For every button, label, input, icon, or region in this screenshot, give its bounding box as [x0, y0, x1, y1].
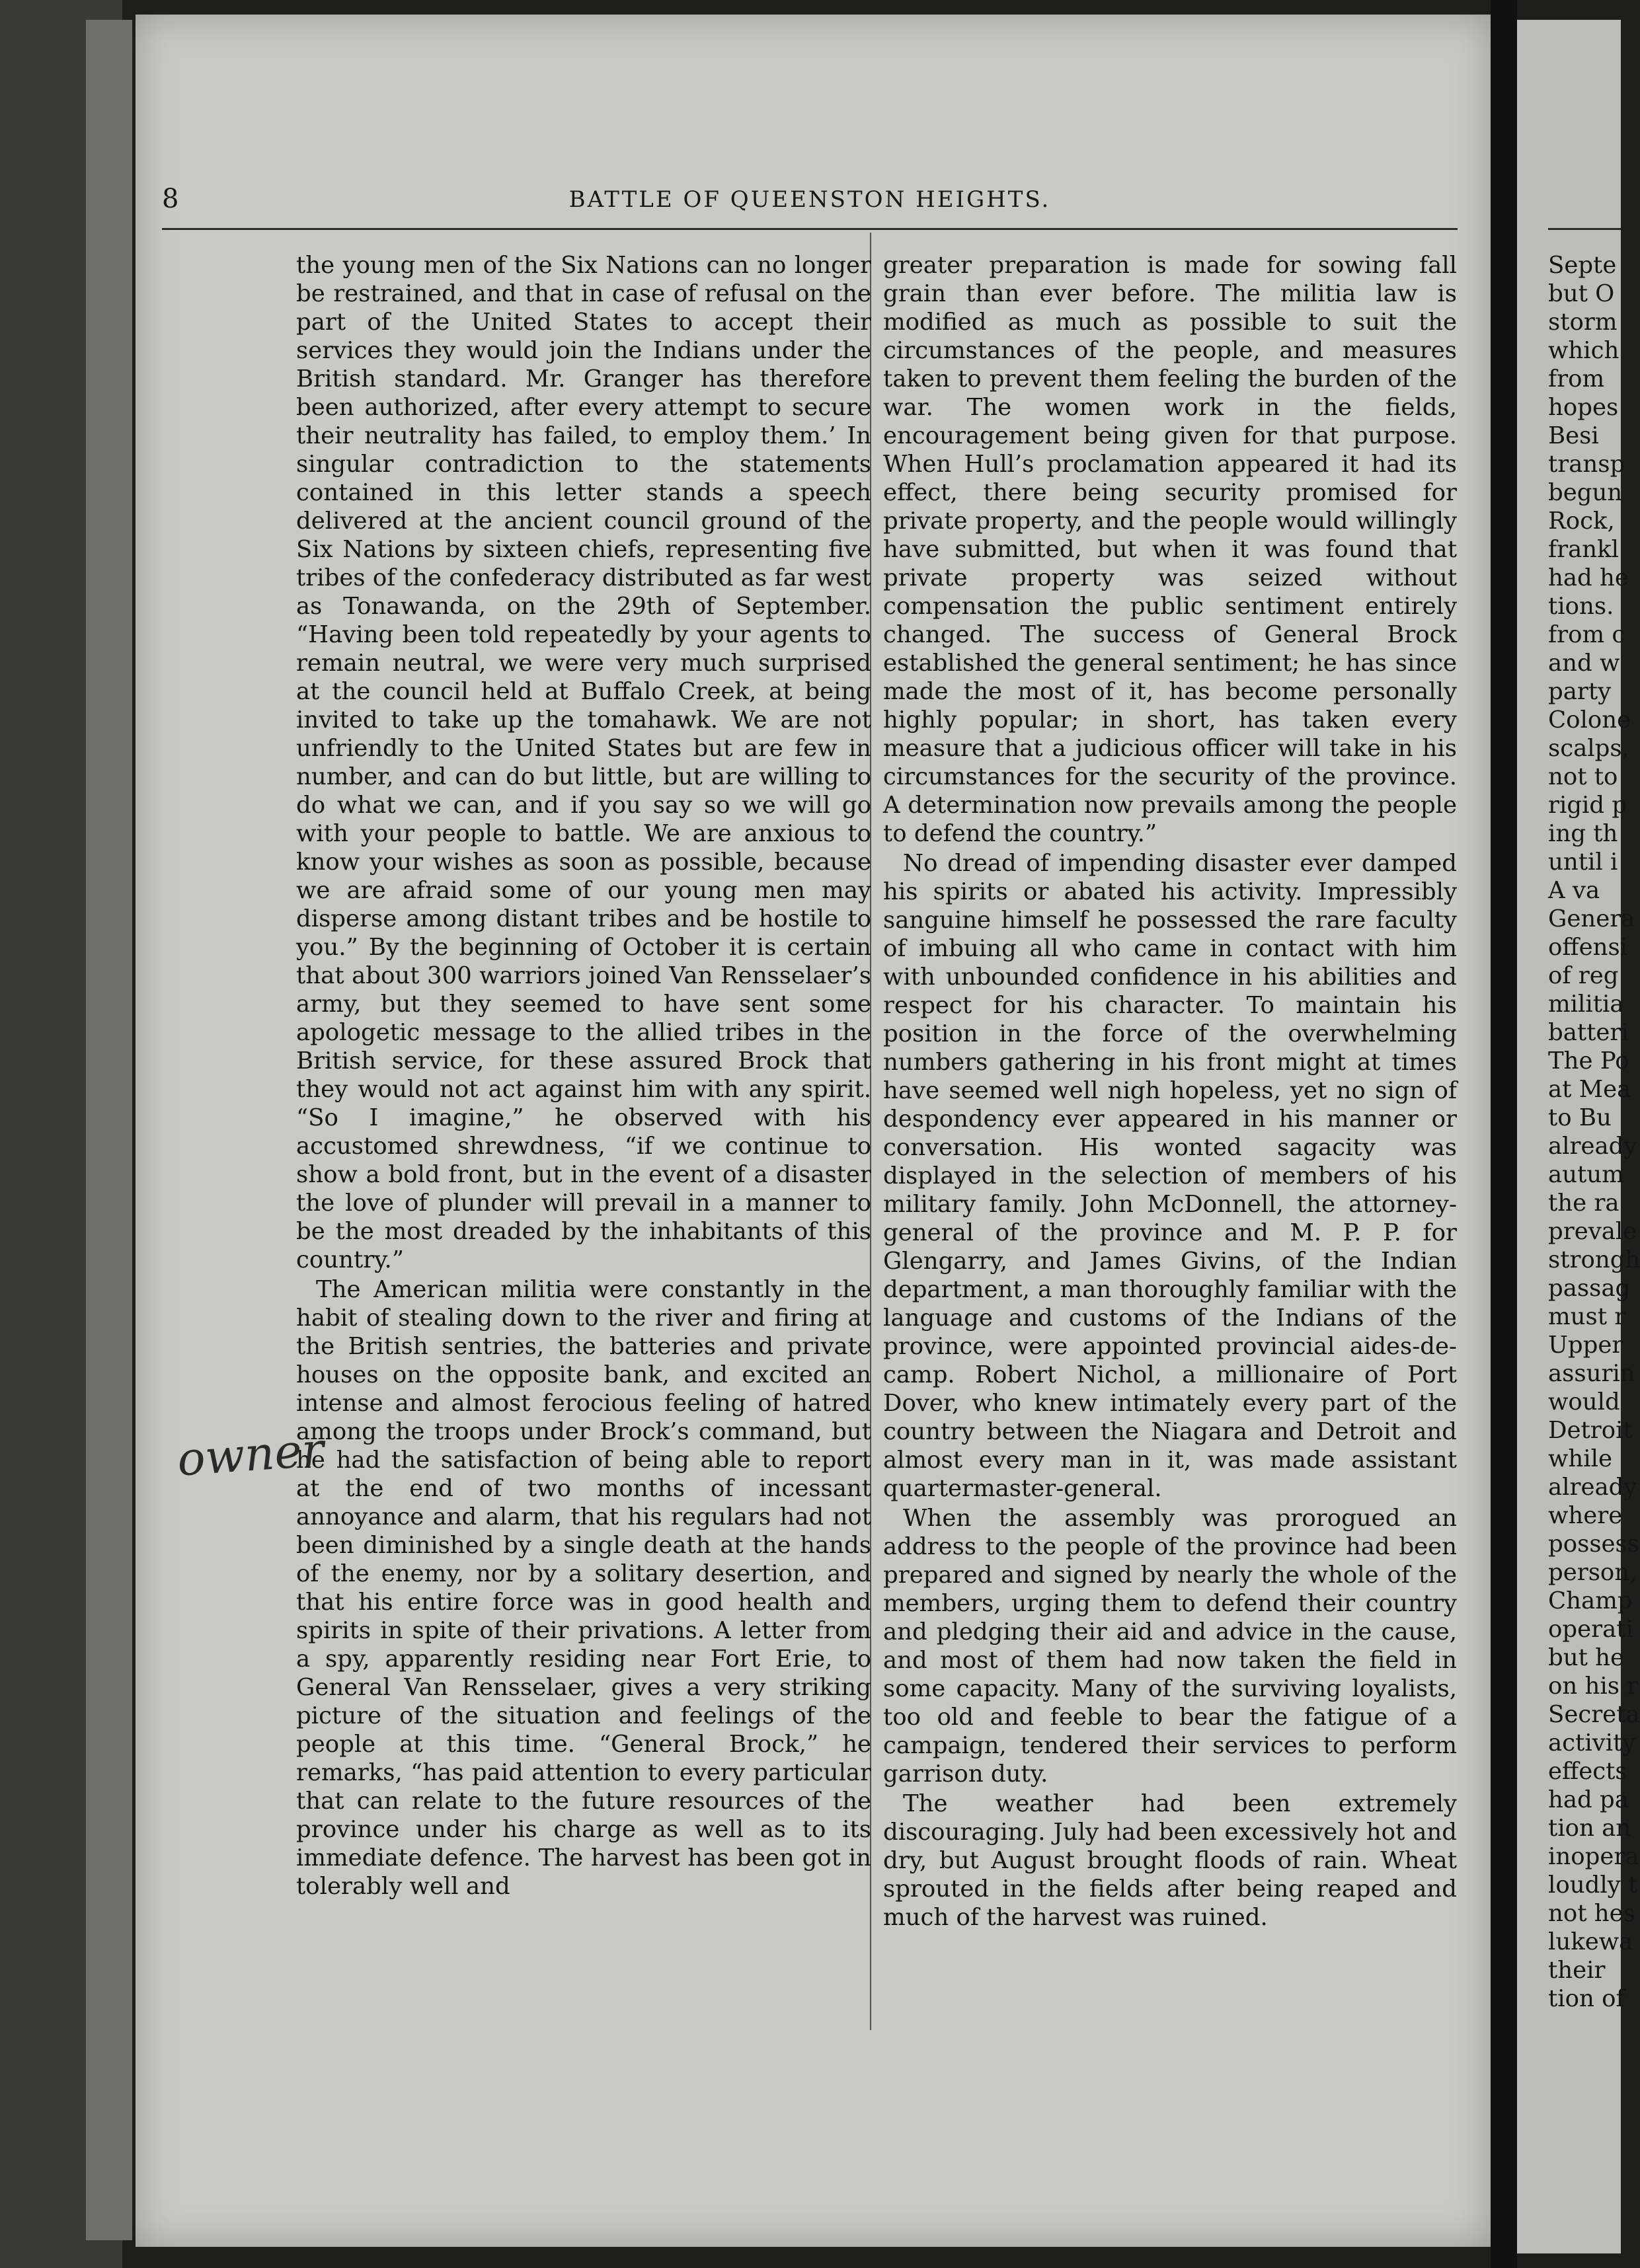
book-gutter: [1491, 0, 1517, 2268]
next-page-line-fragment: Colone: [1548, 706, 1631, 734]
next-page-line-fragment: rigid p: [1548, 792, 1627, 819]
next-page-line-fragment: Secreta: [1548, 1701, 1640, 1728]
next-page-line-fragment: tions.: [1548, 593, 1614, 620]
left-column: [296, 251, 871, 1901]
next-page-line-fragment: and w: [1548, 650, 1620, 677]
next-page-line-fragment: Champ: [1548, 1587, 1633, 1614]
next-page-line-fragment: effects: [1548, 1758, 1627, 1785]
next-page-line-fragment: assurin: [1548, 1360, 1635, 1387]
next-page-line-fragment: The Po: [1548, 1047, 1629, 1075]
right-column: [883, 251, 1457, 1932]
next-page-line-fragment: Rock,: [1548, 508, 1615, 535]
page-number: 8: [162, 184, 179, 214]
next-page-line-fragment: the ra: [1548, 1190, 1620, 1217]
next-page-line-fragment: tion of: [1548, 1985, 1625, 2012]
next-page-line-fragment: Genera: [1548, 905, 1635, 932]
next-page-line-fragment: batteri: [1548, 1019, 1629, 1046]
paragraph: No dread of impending disaster ever damped his spirits or abated his activity. Impressibly sanguine himself he possessed the rare faculty of imbuing all who came in contact with him with unbounded confidence in his abilities and respect for his character. To maintain his position in the force of the overwhelming numbers gathering in his front might at times have seemed well nigh hopeless, yet no sign of despondency ever appeared in his manner or conversation. His wonted sagacity was displayed in the selection of members of his military family. John McDonnell, the attorney-general of the province and M. P. P. for Glengarry, and James Givins, of the Indian department, a man thoroughly familiar with the language and customs of the Indians of the province, were appointed provincial aides-de-camp. Robert Nichol, a millionaire of Port Dover, who knew intimately every part of the country between the Niagara and Detroit and almost every man in it, was made assistant quartermaster-general.: [883, 850, 1457, 1502]
next-page-line-fragment: already: [1548, 1474, 1637, 1501]
next-page-line-fragment: not hes: [1548, 1900, 1635, 1927]
next-page-line-fragment: transp: [1548, 451, 1625, 478]
next-page-line-fragment: passag: [1548, 1275, 1631, 1302]
next-page-line-fragment: had pa: [1548, 1786, 1629, 1813]
left-page-shadow: [86, 20, 132, 2240]
next-page-line-fragment: party: [1548, 678, 1612, 705]
next-page-line-fragment: at Mea: [1548, 1076, 1631, 1103]
next-page-line-fragment: loudly t: [1548, 1871, 1638, 1899]
next-page-line-fragment: must r: [1548, 1303, 1626, 1330]
next-page-line-fragment: scalps,: [1548, 735, 1629, 762]
next-page-line-fragment: while: [1548, 1445, 1612, 1472]
paragraph: the young men of the Six Nations can no longer be restrained, and that in case of refusal on the part of the United States to accept their services they would join the Indians under the British standard. Mr. Granger has therefore been authorized, after every attempt to secure their neutrality has failed, to employ them.’ In singular contradiction to the statements contained in this letter stands a speech delivered at the ancient council ground of the Six Nations by sixteen chiefs, representing five tribes of the confederacy distributed as far west as Tonawanda, on the 29th of September. “Having been told repeatedly by your agents to remain neutral, we were very much surprised at the council held at Buffalo Creek, at being invited to take up the tomahawk. We are not unfriendly to the United States but are few in number, and can do but little, but are willing to do what we can, and if you say so we will go with your people to battle. We are anxious to know your wishes as soon as possible, because we are afraid some of our young men may disperse among distant tribes and be hostile to you.” By the beginning of October it is certain that about 300 warriors joined Van Rensselaer’s army, but they seemed to have sent some apologetic message to the allied tribes in the British service, for these assured Brock that they would not act against him with any spirit. “So I imagine,” he observed with his accustomed shrewdness, “if we continue to show a bold front, but in the event of a disaster the love of plunder will prevail in a manner to be the most dreaded by the inhabitants of this country.”: [296, 252, 871, 1273]
next-page-line-fragment: Besi: [1548, 422, 1599, 449]
next-page-line-fragment: where: [1548, 1502, 1623, 1529]
next-page-line-fragment: not to: [1548, 763, 1618, 790]
next-page-line-fragment: frankl: [1548, 536, 1620, 563]
handwritten-margin-note: owner: [175, 1422, 326, 1487]
page-header: [162, 184, 1458, 223]
next-page-line-fragment: ing th: [1548, 820, 1618, 847]
next-page-line-fragment: storm: [1548, 309, 1618, 336]
next-page-line-fragment: of reg: [1548, 962, 1619, 989]
next-page-line-fragment: Septe: [1548, 252, 1617, 279]
next-page-line-fragment: offensi: [1548, 934, 1628, 961]
next-page-line-fragment: would: [1548, 1388, 1620, 1416]
next-page-line-fragment: strongh: [1548, 1246, 1640, 1273]
next-page-line-fragment: Upper: [1548, 1332, 1623, 1359]
next-page-line-fragment: until i: [1548, 849, 1618, 876]
paragraph: The American militia were constantly in the habit of stealing down to the river and firing at the British sentries, the batteries and private houses on the opposite bank, and excited an intense and almost ferocious feeling of hatred among the troops under Brock’s command, but he had the satisfaction of being able to report at the end of two months of incessant annoyance and alarm, that his regulars had not been diminished by a single death at the hands of the enemy, nor by a solitary desertion, and that his entire force was in good health and spirits in spite of their privations. A letter from a spy, apparently residing near Fort Erie, to General Van Rensselaer, gives a very striking picture of the situation and feelings of the people at this time. “General Brock,” he remarks, “has paid attention to every particular that can relate to the future resources of the province under his charge as well as to its immediate defence. The harvest has been got in tolerably well and: [296, 1276, 871, 1900]
next-page-line-fragment: Detroit: [1548, 1417, 1633, 1444]
next-page-line-fragment: from c: [1548, 621, 1625, 648]
next-page-line-fragment: lukewa: [1548, 1928, 1633, 1955]
next-page-header-rule: [1548, 228, 1621, 230]
next-page-line-fragment: tion an: [1548, 1815, 1631, 1842]
next-page-line-fragment: activity: [1548, 1729, 1636, 1757]
next-page-line-fragment: autum: [1548, 1161, 1624, 1188]
next-page-line-fragment: which: [1548, 337, 1620, 364]
next-page-line-fragment: operati: [1548, 1616, 1633, 1643]
next-page-line-fragment: but he: [1548, 1644, 1625, 1671]
paragraph: greater preparation is made for sowing fall grain than ever before. The militia law is modified as much as possible to suit the circumstances of the people, and measures taken to prevent them feeling the burden of the war. The women work in the fields, encouragement being given for that purpose. When Hull’s proclamation appeared it had its effect, there being security promised for private property, and the people would willingly have submitted, but when it was found that private property was seized without compensation the public sentiment entirely changed. The success of General Brock established the general sentiment; he has since made the most of it, has become personally highly popular; in short, has taken every measure that a judicious officer will take in his circumstances for the security of the province. A determination now prevails among the people to defend the country.”: [883, 252, 1457, 847]
next-page-line-fragment: militia: [1548, 991, 1624, 1018]
next-page-line-fragment: to Bu: [1548, 1104, 1612, 1131]
next-page-line-fragment: their: [1548, 1957, 1606, 1984]
paragraph: The weather had been extremely discouraging. July had been excessively hot and dry, but August brought floods of rain. Wheat sprouted in the fields after being reaped and much of the harvest was ruined.: [883, 1790, 1457, 1931]
next-page-line-fragment: inopera: [1548, 1843, 1639, 1870]
next-page-line-fragment: had he: [1548, 564, 1629, 591]
next-page-line-fragment: from: [1548, 365, 1605, 393]
next-page-column-fragment: [1548, 251, 1640, 2013]
next-page-line-fragment: hopes: [1548, 394, 1619, 421]
header-rule: [162, 228, 1458, 230]
running-title: BATTLE OF QUEENSTON HEIGHTS.: [568, 186, 1051, 213]
next-page-line-fragment: A va: [1548, 877, 1600, 904]
next-page-line-fragment: begun: [1548, 479, 1623, 506]
next-page-line-fragment: but O: [1548, 280, 1615, 307]
next-page-line-fragment: possess: [1548, 1531, 1639, 1558]
next-page-line-fragment: on his r: [1548, 1673, 1639, 1700]
next-page-line-fragment: person,: [1548, 1559, 1637, 1586]
paragraph: When the assembly was prorogued an address to the people of the province had been prepared and signed by nearly the whole of the members, urging them to defend their country and pledging their aid and advice in the cause, and most of them had now taken the field in some capacity. Many of the surviving loyalists, too old and feeble to bear the fatigue of a campaign, tendered their services to perform garrison duty.: [883, 1505, 1457, 1788]
next-page-line-fragment: prevale: [1548, 1218, 1637, 1245]
next-page-line-fragment: already: [1548, 1133, 1637, 1160]
